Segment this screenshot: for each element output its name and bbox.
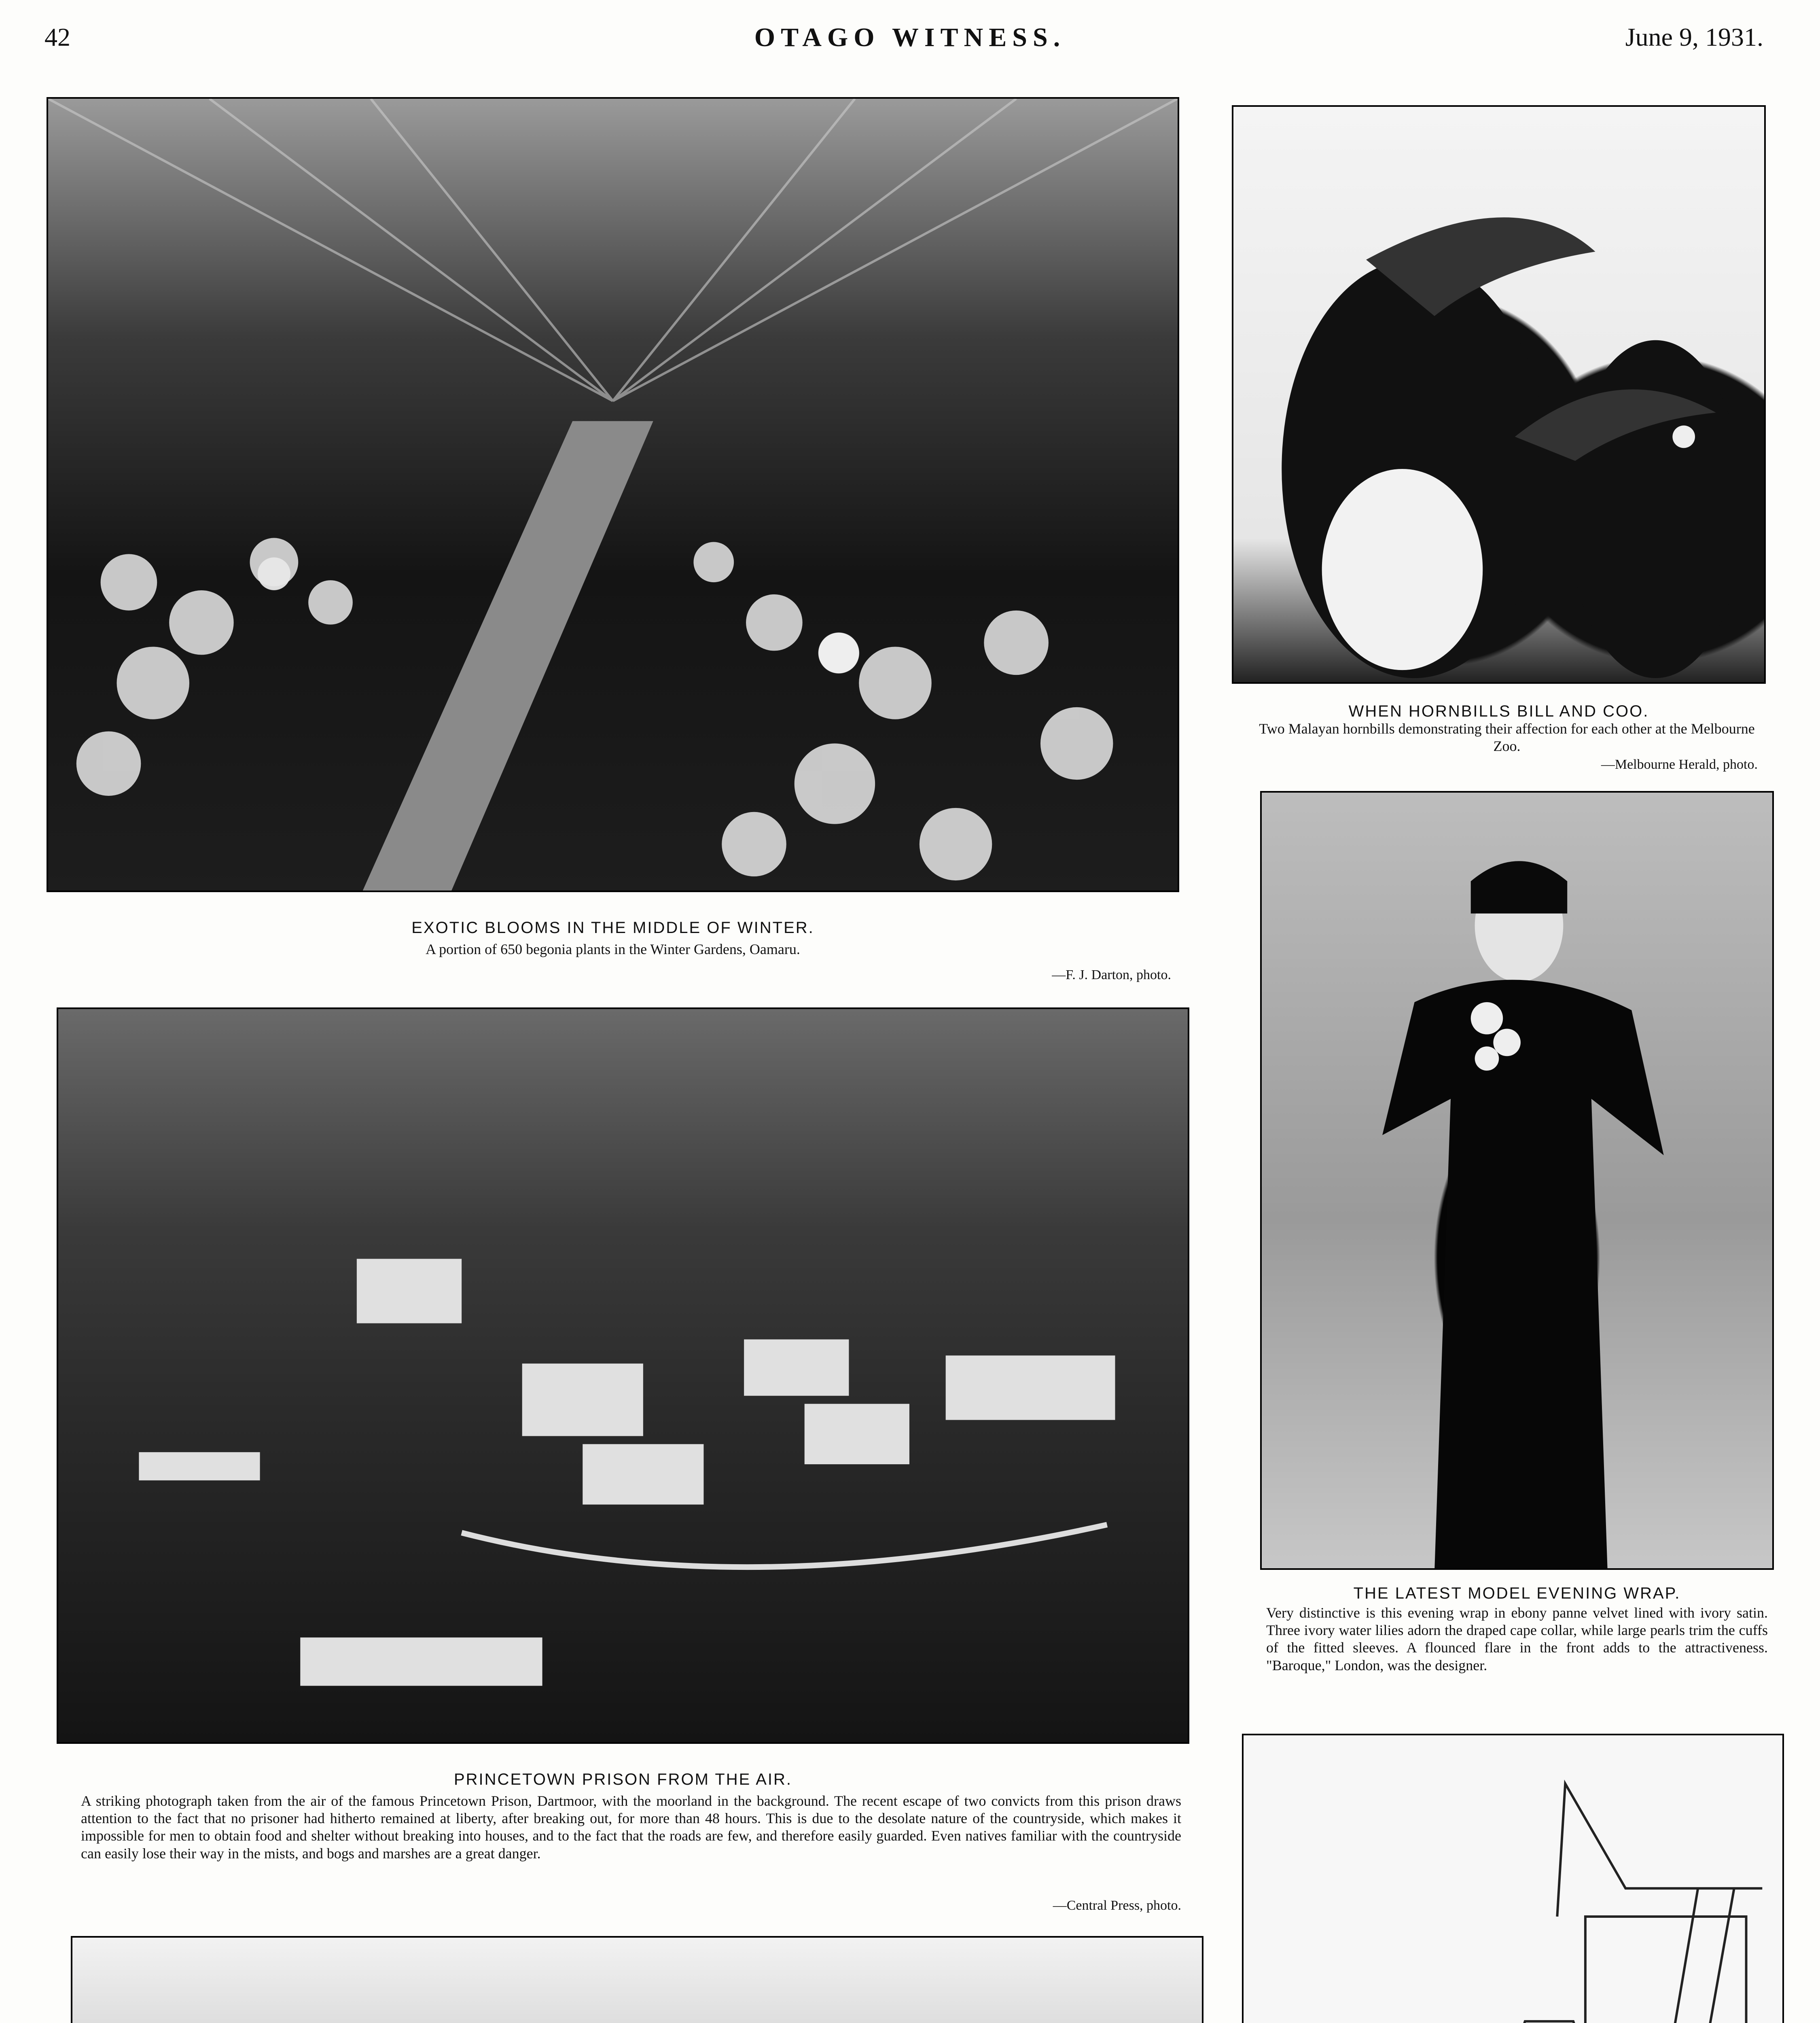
caption-title-wrap: THE LATEST MODEL EVENING WRAP. [1353,1584,1681,1602]
photo-evening-wrap [1260,791,1774,1570]
caption-body-prison: A striking photograph taken from the air of the famous Princetown Prison, Dartmoor, with the moorland in the background. The recent escape of two convicts from this prison draws attention to the fact that no prisoner had hitherto remained at liberty, after breaking out, for more than 48 hours. This is due to the desolate nature of the countryside, which makes it impossible for men to obtain food and shelter without breaking into houses, and to the fact that the roads are few, and therefore easily guarded. Even natives familiar with the countryside can easily lose their way in the mists, and bogs and marshes are a great danger. [81,1793,1181,1862]
caption-body-hornbills: Two Malayan hornbills demonstrating their affection for each other at the Melbourne Zoo. [1259,721,1755,755]
house-painter-illustration [1244,1735,1782,2023]
caption-title-blooms: EXOTIC BLOOMS IN THE MIDDLE OF WINTER. [411,919,814,937]
caption-title-hornbills: WHEN HORNBILLS BILL AND COO. [1348,702,1649,720]
caption-credit-blooms: —F. J. Darton, photo. [1052,967,1171,982]
issue-date: June 9, 1931. [1625,23,1763,51]
greenhouse-illustration [48,99,1178,891]
photo-winter-gardens [47,97,1179,892]
caption-credit-prison: —Central Press, photo. [1053,1898,1181,1913]
cartoon-house-painter [1242,1734,1784,2023]
caption-body-wrap: Very distinctive is this evening wrap in ebony panne velvet lined with ivory satin. Three ivory water lilies adorn the draped cape collar, while large pearls trim the cuffs of the fitted sleeves. A flounced flare in the front adds to the attractiveness. "Baroque," London, was the designer. [1266,1605,1768,1673]
prison-aerial-illustration [58,1009,1188,1742]
caption-title-prison: PRINCETOWN PRISON FROM THE AIR. [453,1771,792,1788]
hospital-illustration [72,1938,1202,2023]
masthead: OTAGO WITNESS. [754,23,1066,52]
page-number: 42 [44,23,70,51]
photo-napier-hospital [71,1936,1203,2023]
hornbills-illustration [1233,107,1764,682]
evening-wrap-illustration [1262,793,1772,1568]
caption-body-blooms: A portion of 650 begonia plants in the Winter Gardens, Oamaru. [426,941,800,957]
caption-credit-hornbills: —Melbourne Herald, photo. [1601,757,1758,772]
photo-hornbills [1232,105,1766,684]
photo-princetown-prison [57,1007,1189,1744]
